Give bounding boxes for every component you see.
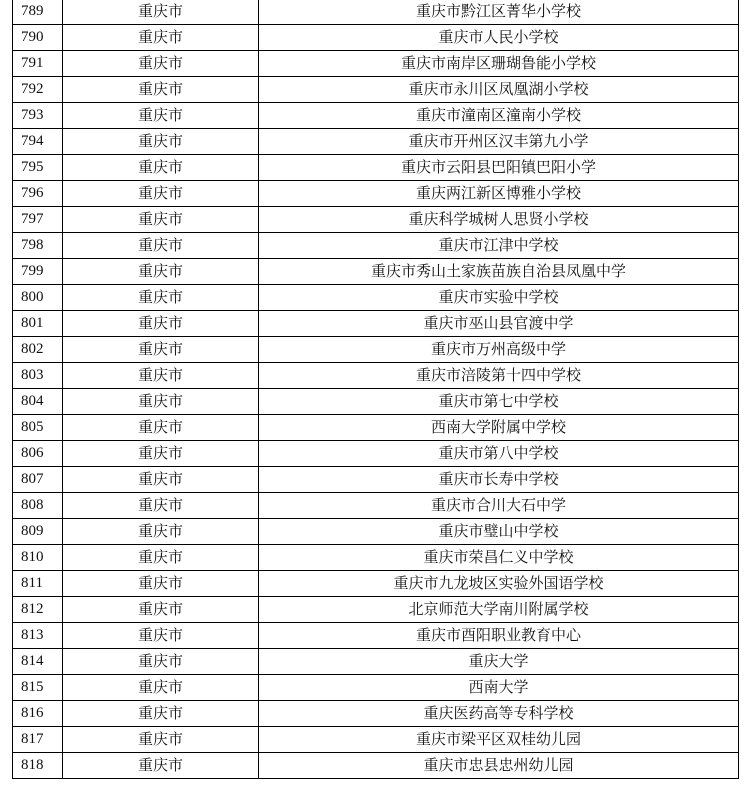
- row-index-cell: 798: [13, 233, 63, 259]
- city-cell: 重庆市: [63, 571, 259, 597]
- row-index-cell: 802: [13, 337, 63, 363]
- table-row: [13, 155, 739, 181]
- row-index-cell: 818: [13, 753, 63, 779]
- school-name-cell: 重庆科学城树人思贤小学校: [259, 207, 739, 233]
- table-row: [13, 103, 739, 129]
- table-row: [13, 727, 739, 753]
- row-index-cell: 791: [13, 51, 63, 77]
- school-list-table: [12, 0, 739, 779]
- row-index-cell: 789: [13, 0, 63, 25]
- row-index-cell: 816: [13, 701, 63, 727]
- row-index-cell: 796: [13, 181, 63, 207]
- row-index-cell: 811: [13, 571, 63, 597]
- city-cell: 重庆市: [63, 51, 259, 77]
- city-cell: 重庆市: [63, 545, 259, 571]
- row-index-cell: 810: [13, 545, 63, 571]
- city-cell: 重庆市: [63, 727, 259, 753]
- table-row: [13, 649, 739, 675]
- city-cell: 重庆市: [63, 649, 259, 675]
- school-name-cell: 重庆市万州高级中学: [259, 337, 739, 363]
- school-name-cell: 重庆市南岸区珊瑚鲁能小学校: [259, 51, 739, 77]
- city-cell: 重庆市: [63, 493, 259, 519]
- city-cell: 重庆市: [63, 415, 259, 441]
- table-row: [13, 259, 739, 285]
- city-cell: 重庆市: [63, 233, 259, 259]
- table-row: [13, 285, 739, 311]
- city-cell: 重庆市: [63, 753, 259, 779]
- table-row: [13, 77, 739, 103]
- row-index-cell: 813: [13, 623, 63, 649]
- city-cell: 重庆市: [63, 467, 259, 493]
- table-row: [13, 207, 739, 233]
- school-name-cell: 重庆市荣昌仁义中学校: [259, 545, 739, 571]
- city-cell: 重庆市: [63, 389, 259, 415]
- row-index-cell: 795: [13, 155, 63, 181]
- school-name-cell: 重庆市巫山县官渡中学: [259, 311, 739, 337]
- row-index-cell: 815: [13, 675, 63, 701]
- city-cell: 重庆市: [63, 25, 259, 51]
- school-name-cell: 重庆市第七中学校: [259, 389, 739, 415]
- table-row: [13, 545, 739, 571]
- city-cell: 重庆市: [63, 77, 259, 103]
- school-name-cell: 西南大学附属中学校: [259, 415, 739, 441]
- school-name-cell: 重庆市实验中学校: [259, 285, 739, 311]
- row-index-cell: 792: [13, 77, 63, 103]
- city-cell: 重庆市: [63, 181, 259, 207]
- school-name-cell: 西南大学: [259, 675, 739, 701]
- row-index-cell: 797: [13, 207, 63, 233]
- row-index-cell: 801: [13, 311, 63, 337]
- school-name-cell: 重庆市永川区凤凰湖小学校: [259, 77, 739, 103]
- school-list-table-container: [12, 0, 738, 779]
- school-name-cell: 重庆市酉阳职业教育中心: [259, 623, 739, 649]
- table-row: [13, 415, 739, 441]
- school-name-cell: 重庆市云阳县巴阳镇巴阳小学: [259, 155, 739, 181]
- city-cell: 重庆市: [63, 597, 259, 623]
- table-row: [13, 675, 739, 701]
- table-row: [13, 597, 739, 623]
- row-index-cell: 804: [13, 389, 63, 415]
- school-name-cell: 重庆大学: [259, 649, 739, 675]
- row-index-cell: 808: [13, 493, 63, 519]
- school-name-cell: 重庆市涪陵第十四中学校: [259, 363, 739, 389]
- table-row: [13, 519, 739, 545]
- row-index-cell: 800: [13, 285, 63, 311]
- city-cell: 重庆市: [63, 441, 259, 467]
- school-name-cell: 重庆市忠县忠州幼儿园: [259, 753, 739, 779]
- row-index-cell: 793: [13, 103, 63, 129]
- row-index-cell: 807: [13, 467, 63, 493]
- table-row: [13, 233, 739, 259]
- city-cell: 重庆市: [63, 0, 259, 25]
- school-name-cell: 重庆市合川大石中学: [259, 493, 739, 519]
- school-name-cell: 重庆医药高等专科学校: [259, 701, 739, 727]
- city-cell: 重庆市: [63, 155, 259, 181]
- table-row: [13, 311, 739, 337]
- school-name-cell: 重庆市九龙坡区实验外国语学校: [259, 571, 739, 597]
- row-index-cell: 799: [13, 259, 63, 285]
- school-name-cell: 重庆市梁平区双桂幼儿园: [259, 727, 739, 753]
- school-name-cell: 重庆市长寿中学校: [259, 467, 739, 493]
- city-cell: 重庆市: [63, 363, 259, 389]
- school-name-cell: 重庆市璧山中学校: [259, 519, 739, 545]
- row-index-cell: 803: [13, 363, 63, 389]
- table-row: [13, 51, 739, 77]
- table-row: [13, 181, 739, 207]
- table-row: [13, 441, 739, 467]
- table-row: [13, 337, 739, 363]
- city-cell: 重庆市: [63, 285, 259, 311]
- table-row: [13, 493, 739, 519]
- table-row: [13, 571, 739, 597]
- city-cell: 重庆市: [63, 701, 259, 727]
- school-name-cell: 重庆市开州区汉丰第九小学: [259, 129, 739, 155]
- school-name-cell: 重庆市第八中学校: [259, 441, 739, 467]
- school-name-cell: 重庆市黔江区菁华小学校: [259, 0, 739, 25]
- school-name-cell: 重庆市秀山土家族苗族自治县凤凰中学: [259, 259, 739, 285]
- city-cell: 重庆市: [63, 103, 259, 129]
- table-body: [13, 0, 739, 779]
- row-index-cell: 805: [13, 415, 63, 441]
- table-row: [13, 363, 739, 389]
- city-cell: 重庆市: [63, 337, 259, 363]
- city-cell: 重庆市: [63, 207, 259, 233]
- row-index-cell: 794: [13, 129, 63, 155]
- table-row: [13, 623, 739, 649]
- school-name-cell: 北京师范大学南川附属学校: [259, 597, 739, 623]
- city-cell: 重庆市: [63, 129, 259, 155]
- school-name-cell: 重庆两江新区博雅小学校: [259, 181, 739, 207]
- row-index-cell: 817: [13, 727, 63, 753]
- table-row: [13, 25, 739, 51]
- table-row: [13, 753, 739, 779]
- table-row: [13, 0, 739, 25]
- school-name-cell: 重庆市江津中学校: [259, 233, 739, 259]
- city-cell: 重庆市: [63, 259, 259, 285]
- table-row: [13, 129, 739, 155]
- school-name-cell: 重庆市人民小学校: [259, 25, 739, 51]
- row-index-cell: 790: [13, 25, 63, 51]
- row-index-cell: 806: [13, 441, 63, 467]
- table-row: [13, 467, 739, 493]
- city-cell: 重庆市: [63, 311, 259, 337]
- city-cell: 重庆市: [63, 623, 259, 649]
- row-index-cell: 814: [13, 649, 63, 675]
- city-cell: 重庆市: [63, 675, 259, 701]
- table-row: [13, 389, 739, 415]
- row-index-cell: 809: [13, 519, 63, 545]
- row-index-cell: 812: [13, 597, 63, 623]
- table-row: [13, 701, 739, 727]
- city-cell: 重庆市: [63, 519, 259, 545]
- school-name-cell: 重庆市潼南区潼南小学校: [259, 103, 739, 129]
